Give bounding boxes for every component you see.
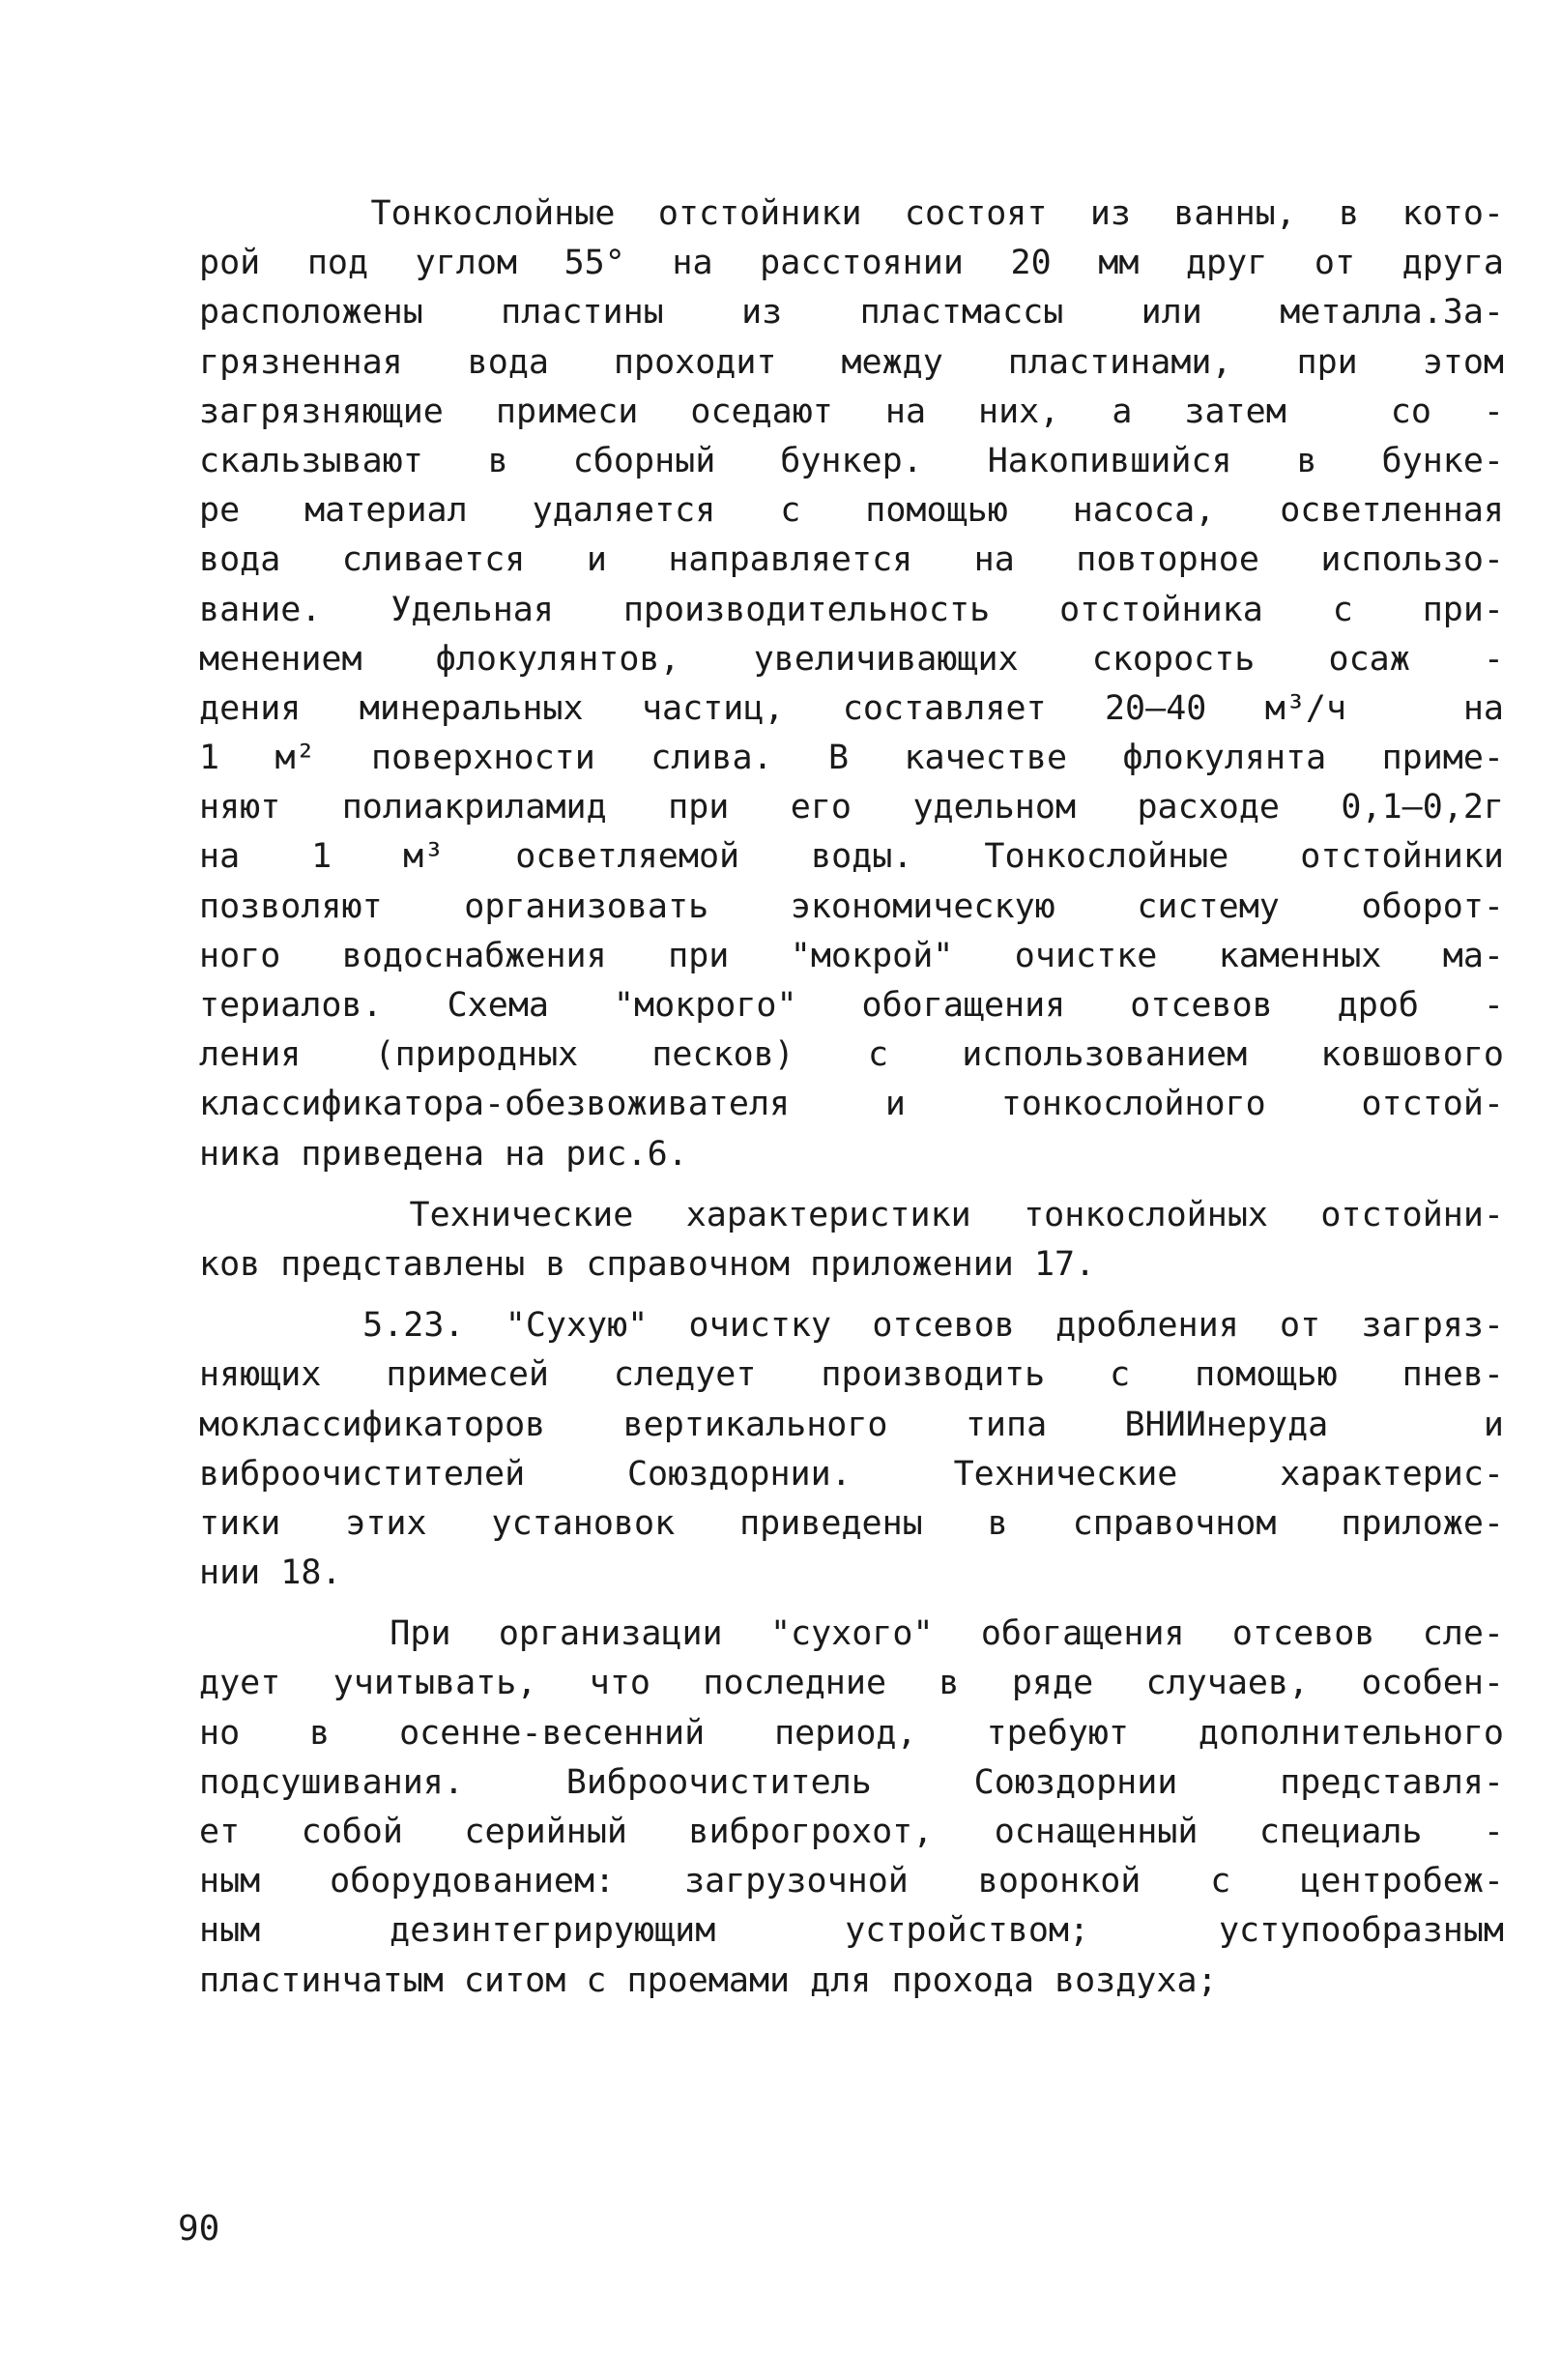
text-line: Тонкослойные отстойники состоят из ванны, в кото-	[199, 194, 1504, 233]
text-line: грязненная вода проходит между пластинами, при этом	[199, 342, 1504, 382]
text-line: териалов. Схема "мокрого" обогащения отсевов дроб -	[199, 986, 1504, 1025]
text-line: вода сливается и направляется на повторное использо-	[199, 540, 1504, 580]
body-text	[199, 189, 1504, 2006]
text-line: скальзывают в сборный бункер. Накопившийся в бунке-	[199, 441, 1504, 480]
text-line: но в осенне-весенний период, требуют дополнительного	[199, 1713, 1504, 1753]
paragraph-gap	[199, 1598, 1504, 1610]
text-line: тики этих установок приведены в справочном приложе-	[199, 1503, 1504, 1543]
text-line: ре материал удаляется с помощью насоса, осветленная	[199, 491, 1504, 531]
text-line: моклассификаторов вертикального типа ВНИИнеруда и	[199, 1405, 1504, 1444]
text-line: на 1 м³ осветляемой воды. Тонкослойные отстойники	[199, 837, 1504, 877]
text-line: расположены пластины из пластмассы или металла.За-	[199, 293, 1504, 333]
text-line: вание. Удельная производительность отстойника с при-	[199, 590, 1504, 629]
text-line: ков представлены в справочном приложении 17.	[199, 1244, 1096, 1284]
text-line: подсушивания. Виброочиститель Союздорнии представля-	[199, 1762, 1504, 1802]
text-line: няющих примесей следует производить с помощью пнев-	[199, 1355, 1504, 1395]
text-line: позволяют организовать экономическую систему оборот-	[199, 886, 1504, 926]
page-number: 90	[178, 2209, 220, 2249]
text-line: ет собой серийный виброгрохот, оснащенный специаль -	[199, 1813, 1504, 1851]
text-line: При организации "сухого" обогащения отсевов сле-	[199, 1614, 1504, 1654]
text-line: менением флокулянтов, увеличивающих скорость осаж -	[199, 639, 1504, 679]
text-line: ным оборудованием: загрузочной воронкой с центробеж-	[199, 1862, 1504, 1901]
text-line: пластинчатым ситом с проемами для прохода воздуха;	[199, 1960, 1218, 2000]
text-line: Технические характеристики тонкослойных отстойни-	[199, 1195, 1504, 1234]
text-line: дения минеральных частиц, составляет 20–40 м³/ч на	[199, 688, 1504, 728]
text-line: ления (природных песков) с использованием ковшового	[199, 1035, 1504, 1075]
text-line: классификатора-обезвоживателя и тонкослойного отстой-	[199, 1085, 1504, 1124]
text-line: 5.23. "Сухую" очистку отсевов дробления от загряз-	[199, 1306, 1504, 1346]
text-line: виброочистителей Союздорнии. Технические характерис-	[199, 1454, 1504, 1494]
text-line: 1 м² поверхности слива. В качестве флокулянта приме-	[199, 739, 1504, 778]
text-line: дует учитывать, что последние в ряде случаев, особен-	[199, 1664, 1504, 1703]
paragraph-gap	[199, 1179, 1504, 1191]
text-line: рой под углом 55° на расстоянии 20 мм друг от друга	[199, 244, 1504, 283]
text-line: ника приведена на рис.6.	[199, 1134, 688, 1174]
paragraph-gap	[199, 1290, 1504, 1301]
text-line: ного водоснабжения при "мокрой" очистке каменных ма-	[199, 936, 1504, 975]
text-line: ным дезинтегрирующим устройством; уступообразным	[199, 1911, 1504, 1951]
text-line: загрязняющие примеси оседают на них, а затем со -	[199, 392, 1504, 431]
text-line: нии 18.	[199, 1553, 342, 1593]
text-line: няют полиакриламид при его удельном расходе 0,1–0,2г	[199, 788, 1504, 827]
